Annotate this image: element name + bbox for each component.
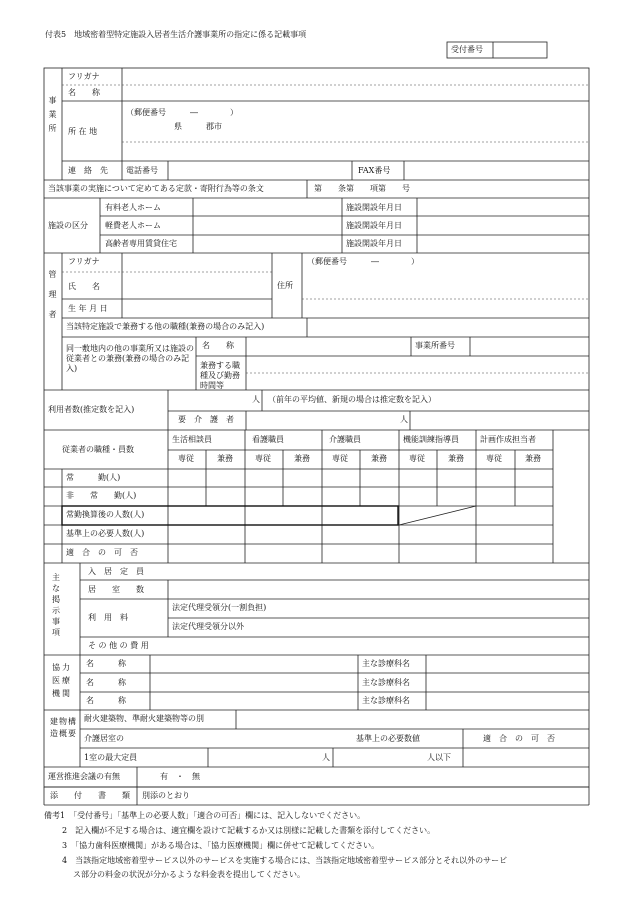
coop-dept-label-3: 主な診療科名 bbox=[362, 696, 410, 705]
manager-other-name-label: 名 称 bbox=[202, 341, 234, 350]
manager-birth-label: 生 年 月 日 bbox=[68, 304, 108, 313]
coop-name-label-2: 名 称 bbox=[86, 678, 126, 687]
staff-role-3: 介護職員 bbox=[329, 435, 361, 444]
office-name-field[interactable] bbox=[123, 86, 588, 100]
coop-dept-label-2: 主な診療科名 bbox=[362, 678, 410, 687]
receipt-number-field[interactable] bbox=[494, 43, 546, 57]
office-furigana-label: フリガナ bbox=[68, 72, 100, 81]
office-phone-field[interactable] bbox=[169, 162, 351, 179]
building-compliance-label: 適 合 の 可 否 bbox=[483, 734, 555, 743]
main-rooms-label: 居 室 数 bbox=[88, 585, 144, 594]
staff-role-4: 機能訓練指導員 bbox=[403, 435, 459, 444]
attach-label: 添 付 書 類 bbox=[50, 791, 130, 800]
coop-dept-label-1: 主な診療科名 bbox=[362, 659, 410, 668]
office-contact-label: 連 絡 先 bbox=[68, 166, 108, 175]
main-fee-label: 利 用 料 bbox=[88, 613, 128, 622]
staff-part-5: 兼務 bbox=[525, 454, 541, 463]
coop-name-label-3: 名 称 bbox=[86, 696, 126, 705]
note-4: 4 当該指定地域密着型サービス以外のサービスを実施する場合には、当該指定地域密着型サービス部分とそれ以外のサービ bbox=[62, 856, 508, 865]
staff-role-1: 生活相談員 bbox=[172, 435, 212, 444]
manager-postal: （郵便番号 ― ） bbox=[307, 257, 419, 266]
manager-name-label: 氏 名 bbox=[68, 282, 100, 291]
building-required-label: 基準上の必要数値 bbox=[356, 734, 420, 743]
coop-name-label-1: 名 称 bbox=[86, 659, 126, 668]
staff-role-2: 看護職員 bbox=[252, 435, 284, 444]
office-address-label: 所 在 地 bbox=[68, 127, 98, 136]
staff-part-2: 兼務 bbox=[294, 454, 310, 463]
articles-label: 当該事業の実施について定めてある定款・寄附行為等の条文 bbox=[48, 184, 264, 193]
manager-address-label: 住所 bbox=[277, 281, 293, 290]
main-fee-b: 法定代理受領分以外 bbox=[172, 622, 244, 631]
staff-row-compliance: 適 合 の 可 否 bbox=[66, 548, 138, 557]
staff-row-required: 基準上の必要人数(人) bbox=[66, 529, 145, 538]
care-needed-unit: 人 bbox=[400, 415, 408, 424]
staff-label: 従業者の職種・員数 bbox=[62, 445, 134, 454]
facility-open-date-2: 施設開設年月日 bbox=[346, 221, 402, 230]
note-4-cont: ス部分の料金の状況が分かるような料金表を提出してください。 bbox=[73, 870, 305, 879]
staff-row-parttime: 非 常 勤(人) bbox=[66, 491, 137, 500]
office-phone-label: 電話番号 bbox=[126, 166, 158, 175]
section-label-manager: 管理者 bbox=[48, 270, 57, 330]
staff-full-4: 専従 bbox=[409, 454, 425, 463]
facility-open-date-1: 施設開設年月日 bbox=[346, 203, 402, 212]
users-unit: 人 bbox=[252, 395, 260, 404]
attach-value: 別添のとおり bbox=[142, 791, 190, 800]
manager-same-site-label: 同一敷地内の他の事業所又は施設の従業者との兼務(兼務の場合のみ記入) bbox=[66, 344, 194, 373]
building-below-label: 人以下 bbox=[427, 753, 451, 762]
main-fee-a: 法定代理受領分(一割負担) bbox=[172, 603, 267, 612]
facility-type-label: 施設の区分 bbox=[48, 221, 88, 230]
note-3: 3 「協力歯科医療機関」がある場合は、「協力医療機関」欄に併せて記載してください。 bbox=[62, 841, 380, 850]
section-label-main-items: 主な掲示事項 bbox=[52, 573, 60, 637]
staff-part-4: 兼務 bbox=[448, 454, 464, 463]
main-other-cost-label: そ の 他 の 費 用 bbox=[88, 641, 149, 650]
staff-full-5: 専従 bbox=[486, 454, 502, 463]
main-capacity-label: 入 居 定 員 bbox=[88, 567, 144, 576]
staff-part-3: 兼務 bbox=[371, 454, 387, 463]
meeting-value[interactable]: 有 ・ 無 bbox=[160, 772, 200, 781]
section-label-building: 建物構造概要 bbox=[50, 717, 77, 738]
manager-furigana-label: フリガナ bbox=[68, 257, 100, 266]
form-title: 付表5 地域密着型特定施設入居者生活介護事業所の指定に係る記載事項 bbox=[45, 30, 307, 39]
section-label-coop: 協力医療機関 bbox=[52, 663, 72, 698]
note-2: 2 記入欄が不足する場合は、適宜欄を設けて記載するか又は別様に記載した書類を添付してください。 bbox=[62, 826, 436, 835]
articles-value: 第 条第 項第 号 bbox=[314, 184, 410, 193]
building-max-unit: 人 bbox=[322, 753, 330, 762]
manager-role-hours-label: 兼務する職種及び勤務時間等 bbox=[200, 361, 240, 390]
staff-role-5: 計画作成担当者 bbox=[480, 435, 536, 444]
manager-office-number-label: 事業所番号 bbox=[415, 341, 455, 350]
section-label-office: 事業所 bbox=[48, 96, 57, 138]
building-fireproof-label: 耐火建築物、準耐火建築物等の別 bbox=[84, 714, 204, 723]
users-label: 利用者数(推定数を記入) bbox=[48, 405, 135, 414]
meeting-label: 運営推進会議の有無 bbox=[48, 772, 120, 781]
staff-row-converted: 常勤換算後の人数(人) bbox=[66, 510, 145, 519]
staff-full-1: 専従 bbox=[178, 454, 194, 463]
office-name-label: 名 称 bbox=[68, 88, 100, 97]
office-pref-city: 県 郡市 bbox=[174, 122, 222, 131]
facility-type-1: 有料老人ホーム bbox=[105, 203, 161, 212]
staff-row-fulltime: 常 勤(人) bbox=[66, 473, 121, 482]
staff-full-2: 専従 bbox=[255, 454, 271, 463]
office-furigana-field[interactable] bbox=[123, 69, 588, 84]
facility-open-date-3: 施設開設年月日 bbox=[346, 239, 402, 248]
staff-part-1: 兼務 bbox=[217, 454, 233, 463]
building-room-label: 介護居室の bbox=[84, 734, 124, 743]
receipt-number-label: 受付番号 bbox=[451, 45, 483, 54]
manager-other-role-label: 当該特定施設で兼務する他の職種(兼務の場合のみ記入) bbox=[66, 322, 265, 331]
office-fax-field[interactable] bbox=[405, 162, 588, 179]
users-note: （前年の平均値、新規の場合は推定数を記入） bbox=[268, 395, 436, 404]
care-needed-label: 要 介 護 者 bbox=[178, 415, 234, 424]
facility-type-2: 軽費老人ホーム bbox=[105, 221, 161, 230]
office-postal: （郵便番号 ― ） bbox=[126, 108, 238, 117]
facility-type-3: 高齢者専用賃貸住宅 bbox=[105, 239, 177, 248]
staff-full-3: 専従 bbox=[332, 454, 348, 463]
note-1: 備考1 「受付番号」「基準上の必要人数」「適合の可否」欄には、記入しないでください。 bbox=[44, 811, 366, 820]
building-max-label: 1室の最大定員 bbox=[84, 753, 138, 762]
office-fax-label: FAX番号 bbox=[358, 166, 391, 175]
